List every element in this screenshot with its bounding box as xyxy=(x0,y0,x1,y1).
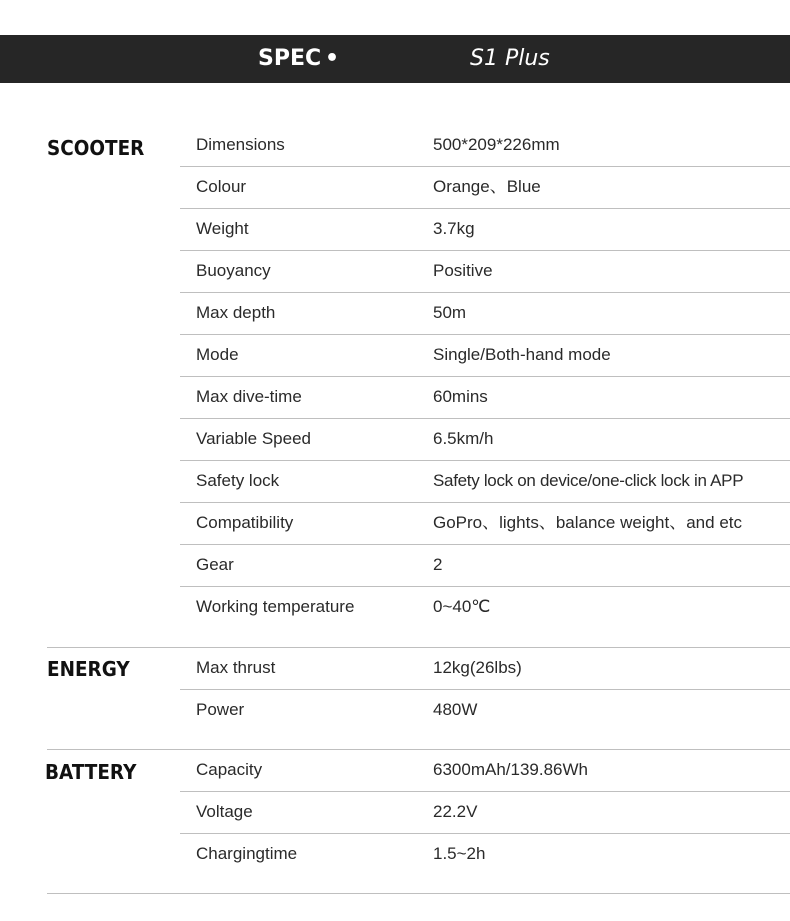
spec-row-chargingtime xyxy=(180,833,790,875)
spec-banner xyxy=(0,35,790,83)
spec-value: 0~40℃ xyxy=(433,597,491,616)
spec-value: 22.2V xyxy=(433,802,478,821)
spec-value: GoPro、lights、balance weight、and etc xyxy=(433,513,742,532)
spec-row-buoyancy xyxy=(180,250,790,292)
bullet-dot: • xyxy=(325,46,340,71)
spec-value: 60mins xyxy=(433,387,488,406)
spec-value: 50m xyxy=(433,303,467,322)
spec-row-max-dive-time xyxy=(180,376,790,418)
spec-row-max-thrust xyxy=(180,647,790,689)
spec-value: 6300mAh/139.86Wh xyxy=(433,760,588,779)
spec-label: Chargingtime xyxy=(196,844,298,863)
section-title-scooter: SCOOTER xyxy=(47,136,145,160)
spec-value: 2 xyxy=(433,555,443,574)
spec-row-compatibility xyxy=(180,502,790,544)
spec-row-working-temperature xyxy=(180,586,790,628)
spec-label: SPEC xyxy=(258,46,322,71)
spec-row-safety-lock xyxy=(180,460,790,502)
section-divider xyxy=(47,893,790,894)
spec-value: Positive xyxy=(433,261,493,280)
spec-value: Single/Both-hand mode xyxy=(433,345,611,364)
spec-row-max-depth xyxy=(180,292,790,334)
spec-label: Max dive-time xyxy=(196,387,302,406)
spec-row-gear xyxy=(180,544,790,586)
spec-value: 6.5km/h xyxy=(433,429,494,448)
spec-label: Capacity xyxy=(196,760,263,779)
spec-label: Variable Speed xyxy=(196,429,311,448)
spec-label: Power xyxy=(196,700,245,719)
spec-row-dimensions xyxy=(180,124,790,166)
spec-row-variable-speed xyxy=(180,418,790,460)
spec-value: 12kg(26lbs) xyxy=(433,658,522,677)
spec-label: Max depth xyxy=(196,303,276,322)
spec-label: Gear xyxy=(196,555,234,574)
spec-row-mode xyxy=(180,334,790,376)
spec-value: Orange、Blue xyxy=(433,177,541,196)
spec-label: Voltage xyxy=(196,802,253,821)
section-title-energy: ENERGY xyxy=(47,657,130,681)
spec-label: Buoyancy xyxy=(196,261,271,280)
model-name: S1 Plus xyxy=(470,46,550,71)
spec-label: Working temperature xyxy=(196,597,355,616)
spec-row-colour xyxy=(180,166,790,208)
spec-value: 1.5~2h xyxy=(433,844,486,863)
spec-label: Compatibility xyxy=(196,513,294,532)
spec-value: Safety lock on device/one-click lock in APP xyxy=(433,471,744,490)
spec-row-capacity xyxy=(180,749,790,791)
spec-row-power xyxy=(180,689,790,731)
spec-label: Max thrust xyxy=(196,658,276,677)
spec-row-voltage xyxy=(180,791,790,833)
spec-row-weight xyxy=(180,208,790,250)
spec-label: Colour xyxy=(196,177,247,196)
spec-value: 480W xyxy=(433,700,478,719)
spec-value: 3.7kg xyxy=(433,219,475,238)
section-title-battery: BATTERY xyxy=(45,760,137,784)
spec-label: Dimensions xyxy=(196,135,285,154)
spec-label: Mode xyxy=(196,345,239,364)
spec-value: 500*209*226mm xyxy=(433,135,560,154)
spec-label: Weight xyxy=(196,219,249,238)
spec-label: Safety lock xyxy=(196,471,280,490)
